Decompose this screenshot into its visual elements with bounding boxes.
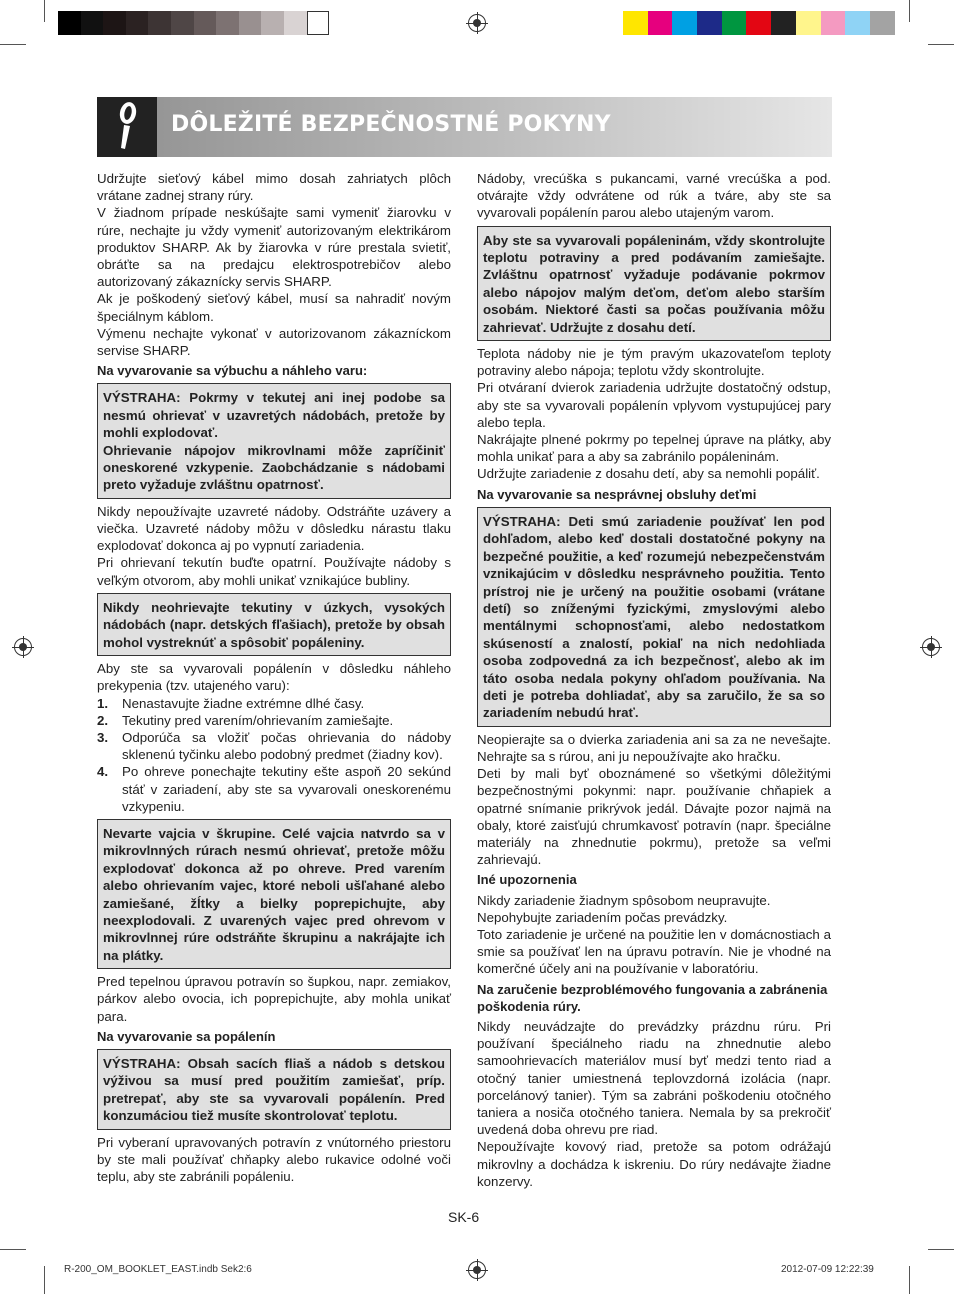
- body-paragraph: Ak je poškodený sieťový kábel, musí sa nahradiť novým špeciálnym káblom.: [97, 291, 451, 324]
- crop-mark: [928, 44, 954, 45]
- body-paragraph: V žiadnom prípade neskúšajte sami vymeniť žiarovku v rúre, nechajte ju vždy vymeniť autorizovaným elektrikárom produktov SHARP. Ak by žiarovka v rúre prestala svietiť, obráťte sa na predajcu elektrospotrebičov alebo autorizovaný zákaznícky servis SHARP.: [97, 205, 451, 290]
- list-item: [97, 729, 451, 763]
- section-subheading: Na vyvarovanie sa popálenín: [97, 1028, 276, 1044]
- body-paragraph: Nakrájajte plnené pokrmy po tepelnej úprave na plátky, aby mohla unikať para a aby sa zabránilo popáleninám.: [477, 432, 831, 465]
- list-item-text: Odporúča sa vložiť počas ohrievania do nádoby sklenenú tyčinku alebo podobný predmet (žiadny kov).: [122, 729, 451, 763]
- color-swatch: [623, 11, 648, 35]
- section-subheading: Iné upozornenia: [477, 872, 577, 888]
- page-number: SK-6: [448, 1209, 480, 1225]
- color-swatch: [58, 11, 81, 35]
- list-item-number: 4.: [97, 764, 109, 780]
- color-swatch: [148, 11, 171, 35]
- crop-mark: [44, 1266, 45, 1294]
- numbered-list: [97, 695, 451, 815]
- body-paragraph: Deti by mali byť oboznámené so všetkými dôležitými bezpečnostnými pokynmi: napr. používanie chňapiek a opatrné snímanie prikrývok jedál. Dávajte pozor najmä na obaly, ktoré zaisťujú chrumkavosť potravín (napr. špeciálne materiály na zhnednutie pokrmu), pretože sa veľmi zahrievajú.: [477, 766, 831, 868]
- color-swatch: [796, 11, 821, 35]
- section-header: [97, 97, 832, 157]
- crop-mark: [44, 0, 45, 22]
- body-paragraph: Udržujte zariadenie z dosahu detí, aby sa nemohli popáliť.: [477, 466, 820, 482]
- body-paragraph: Nádoby, vrecúška s pukancami, varné vrecúška a pod. otvárajte vždy odvrátene od rúk a tváre, aby ste sa vyvarovali popálenín parou alebo utajeným varom.: [477, 171, 831, 221]
- body-paragraph: Výmenu nechajte vykonať v autorizovanom zákazníckom servise SHARP.: [97, 325, 451, 359]
- body-paragraph: Teplota nádoby nie je tým pravým ukazovateľom teploty potraviny alebo nápoja; teplotu vždy skontrolujte.: [477, 346, 831, 379]
- body-paragraph: Pri vyberaní upravovaných potravín z vnútorného priestoru by ste mali používať chňapky alebo rukavice odolné voči teplu, aby ste zabránili popáleniu.: [97, 1134, 451, 1185]
- color-swatch: [216, 11, 239, 35]
- section-subheading: Na zaručenie bezproblémového fungovania a zabránenia poškodenia rúry.: [477, 981, 828, 1014]
- body-paragraph: Nikdy zariadenie žiadnym spôsobom neupravujte.: [477, 892, 771, 908]
- body-paragraph: Nikdy neuvádzajte do prevádzky prázdnu rúru. Pri používaní špeciálneho riadu na zhnednutie alebo samoohrievacích materiálov musí byť medzi tento riad a otočný tanier umiestnená teplovzdorná izolácia (napr. porcelánový tanier). Tým sa zabráni poškodeniu otočného taniera a nosiča otočného taniera. Nemala by sa prekročiť uvedená doba ohrevu pre riad.: [477, 1019, 831, 1138]
- color-swatch: [771, 11, 796, 35]
- warning-box: [477, 226, 831, 341]
- registration-mark-icon: [922, 638, 940, 656]
- warning-box: [97, 383, 451, 498]
- body-paragraph: Toto zariadenie je určené na použitie len v domácnostiach a smie sa používať len na úpravu potravín. Nie je vhodné na komerčné účely ani na používanie v laboratóriu.: [477, 926, 831, 977]
- warning-text: Nevarte vajcia v škrupine. Celé vajcia natvrdo sa v mikrovlnných rúrach nesmú ohrievať, pretože môžu explodovať dokonca až po ohreve. Pred varením alebo ohrievaním vajec, ktoré neboli ušľahané alebo zamiešané, žĺtky a bielky poprepichujte, aby neexplodovali. Z uvarených vajec pred ohrevom v mikrovlnnej rúre odstráňte škrupinu a nakrájajte ich na plátky.: [103, 825, 445, 963]
- column-right: [477, 170, 831, 1190]
- crop-mark: [0, 1249, 26, 1250]
- color-swatch: [821, 11, 846, 35]
- list-item-text: Tekutiny pred varením/ohrievaním zamiešajte.: [122, 712, 394, 728]
- color-swatch: [103, 11, 126, 35]
- color-swatch: [648, 11, 673, 35]
- color-swatch: [81, 11, 104, 35]
- color-swatch: [722, 11, 747, 35]
- warning-box: [477, 507, 831, 727]
- warning-box: [97, 1049, 451, 1130]
- registration-mark-icon: [14, 638, 32, 656]
- list-item-text: Nenastavujte žiadne extrémne dlhé časy.: [122, 695, 365, 711]
- color-swatch: [845, 11, 870, 35]
- crop-mark: [928, 1249, 954, 1250]
- list-item-number: 2.: [97, 712, 109, 728]
- body-paragraph: Aby ste sa vyvarovali popálenín v dôsledku náhleho prekypenia (tzv. utajeného varu):: [97, 661, 451, 694]
- crop-mark: [0, 44, 26, 45]
- color-swatch: [239, 11, 262, 35]
- color-swatch: [870, 11, 895, 35]
- warning-text: VÝSTRAHA: Pokrmy v tekutej ani inej podobe sa nesmú ohrievať v uzavretých nádobách, pretože by mohli explodovať.: [103, 390, 445, 441]
- color-swatch: [126, 11, 149, 35]
- body-paragraph: Udržujte sieťový kábel mimo dosah zahriatych plôch vrátane zadnej strany rúry.: [97, 171, 451, 204]
- color-swatch: [261, 11, 284, 35]
- list-item: [97, 763, 451, 815]
- list-item: [97, 712, 451, 729]
- color-calibration-bar-right: [623, 11, 895, 35]
- warning-text: Aby ste sa vyvarovali popáleninám, vždy skontrolujte teplotu potraviny a pred podávaním zamiešajte. Zvláštnu opatrnosť vyžaduje podávanie pokrmov alebo nápojov malým deťom, deťom alebo starším osobám. Niektoré časti sa počas používania môžu zahrievať. Udržujte z dosahu detí.: [483, 232, 825, 335]
- color-swatch: [171, 11, 194, 35]
- body-paragraph: Pri ohrievaní tekutín buďte opatrní. Používajte nádoby s veľkým otvorom, aby mohli unikať vznikajúce bubliny.: [97, 555, 451, 588]
- body-paragraph: Nepoužívajte kovový riad, pretože sa potom odrážajú mikrovlny a dochádza k iskreniu. Do rúry nedávajte žiadne konzervy.: [477, 1139, 831, 1189]
- section-subheading: Na vyvarovanie sa nesprávnej obsluhy deťmi: [477, 486, 757, 502]
- warning-text: VÝSTRAHA: Deti smú zariadenie používať len pod dohľadom, alebo keď dostali dostatočné pokyny na bezpečné použitie, a keď rozumejú nebezpečenstvám vznikajúcim v dôsledku nesprávneho použitia. Tento prístroj nie je určený na použitie osobami (vrátane detí) so zníženými fyzickými, zmyslovými alebo mentálnymi schopnosťami, alebo nedostatkom skúseností a znalostí, pokiaľ na nich nedohliada osoba zodpovedná za ich bezpečnosť, alebo ak im táto osoba nedala pokyny ohľadom používania. Na deti je potreba dohliadať, aby sa zaručilo, že sa so zariadením nebudú hrať.: [483, 513, 825, 721]
- list-item: [97, 695, 451, 712]
- color-swatch: [194, 11, 217, 35]
- body-paragraph: Neopierajte sa o dvierka zariadenia ani sa za ne nevešajte. Nehrajte sa s rúrou, ani ju nepoužívajte ako hračku.: [477, 731, 831, 764]
- warning-text: Ohrievanie nápojov mikrovlnami môže zapríčiniť oneskorené vzkypenie. Zaobchádzanie s nádobami preto vyžaduje zvláštnu opatrnosť.: [103, 442, 445, 493]
- warning-icon: [97, 97, 157, 157]
- warning-text: Nikdy neohrievajte tekutiny v úzkych, vysokých nádobách (napr. detských fľašiach), pretože by obsah mohol vystreknúť a spôsobiť popáleniny.: [103, 599, 445, 650]
- color-swatch: [284, 11, 307, 35]
- list-item-text: Po ohreve ponechajte tekutiny ešte aspoň 20 sekúnd stáť v zariadení, aby ste sa vyvarovali oneskorenému vzkypeniu.: [122, 764, 451, 814]
- footer-file-info: R-200_OM_BOOKLET_EAST.indb Sek2:6: [64, 1264, 252, 1275]
- registration-mark-icon: [468, 14, 486, 32]
- section-subheading: Na vyvarovanie sa výbuchu a náhleho varu:: [97, 363, 368, 379]
- crop-mark: [909, 1266, 910, 1294]
- color-calibration-bar-left: [58, 11, 329, 35]
- warning-box: [97, 593, 451, 656]
- color-swatch: [307, 11, 330, 35]
- column-left: [97, 170, 451, 1185]
- list-item-number: 1.: [97, 695, 109, 711]
- body-paragraph: Pri otváraní dvierok zariadenia udržujte dostatočný odstup, aby ste sa vyvarovali popálenín vplyvom vystupujúcej pary alebo tepla.: [477, 380, 831, 430]
- warning-box: [97, 819, 451, 969]
- body-paragraph: Nepohybujte zariadením počas prevádzky.: [477, 909, 728, 925]
- color-swatch: [746, 11, 771, 35]
- footer-timestamp: 2012-07-09 12:22:39: [781, 1264, 874, 1275]
- warning-text: VÝSTRAHA: Obsah sacích fliaš a nádob s detskou výživou sa musí pred použitím zamiešať, príp. pretrepať, aby ste sa vyvarovali popálenín. Pred konzumáciou tiež musíte skontrolovať teplotu.: [103, 1056, 445, 1124]
- crop-mark: [909, 0, 910, 22]
- registration-mark-icon: [468, 1261, 486, 1279]
- list-item-number: 3.: [97, 729, 109, 745]
- page-title: DÔLEŽITÉ BEZPEČNOSTNÉ POKYNY: [171, 112, 611, 137]
- body-paragraph: Nikdy nepoužívajte uzavreté nádoby. Odstráňte uzávery a viečka. Uzavreté nádoby môžu v dôsledku nárastu tlaku explodovať dokonca aj po vypnutí zariadenia.: [97, 503, 451, 554]
- body-paragraph: Pred tepelnou úpravou potravín so šupkou, napr. zemiakov, párkov alebo ovocia, ich poprepichujte, aby mohla unikať para.: [97, 974, 451, 1024]
- color-swatch: [697, 11, 722, 35]
- color-swatch: [672, 11, 697, 35]
